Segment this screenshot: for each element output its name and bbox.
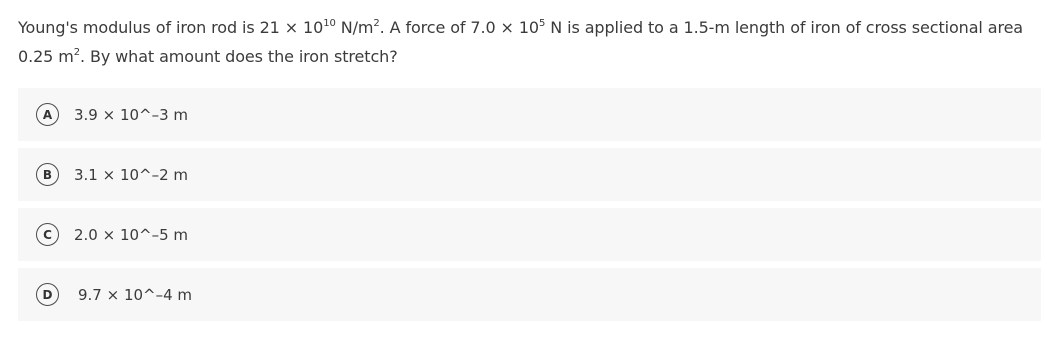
question-text xyxy=(18,13,1043,71)
option-c[interactable] xyxy=(18,208,1041,261)
option-c-text: 2.0 × 10^–5 m xyxy=(74,225,189,244)
question-part-5: . By what amount does the iron stretch? xyxy=(79,47,398,66)
option-a-text: 3.9 × 10^–3 m xyxy=(74,105,189,124)
option-b-letter-badge: B xyxy=(36,163,59,186)
question-exponent-4: 2 xyxy=(73,46,80,58)
option-a[interactable] xyxy=(18,88,1041,141)
option-d-letter-badge: D xyxy=(36,283,59,306)
option-d[interactable] xyxy=(18,268,1041,321)
question-part-2: N/m xyxy=(335,18,374,37)
answer-options xyxy=(18,88,1041,328)
option-c-letter-badge: C xyxy=(36,223,59,246)
question-exponent-2: 2 xyxy=(373,17,380,29)
question-part-3: . A force of 7.0 × 10 xyxy=(379,18,540,37)
question-exponent-3: 5 xyxy=(539,17,546,29)
question-part-1: Young's modulus of iron rod is 21 × 10 xyxy=(18,18,324,37)
option-b[interactable] xyxy=(18,148,1041,201)
question-part-4: N is applied to a 1.5-m length of iron of cross sectional area 0.25 m xyxy=(18,18,1024,66)
question-exponent-1: 10 xyxy=(323,17,336,29)
option-b-text: 3.1 × 10^–2 m xyxy=(74,165,189,184)
option-a-letter-badge: A xyxy=(36,103,59,126)
option-d-text: 9.7 × 10^–4 m xyxy=(78,285,193,304)
